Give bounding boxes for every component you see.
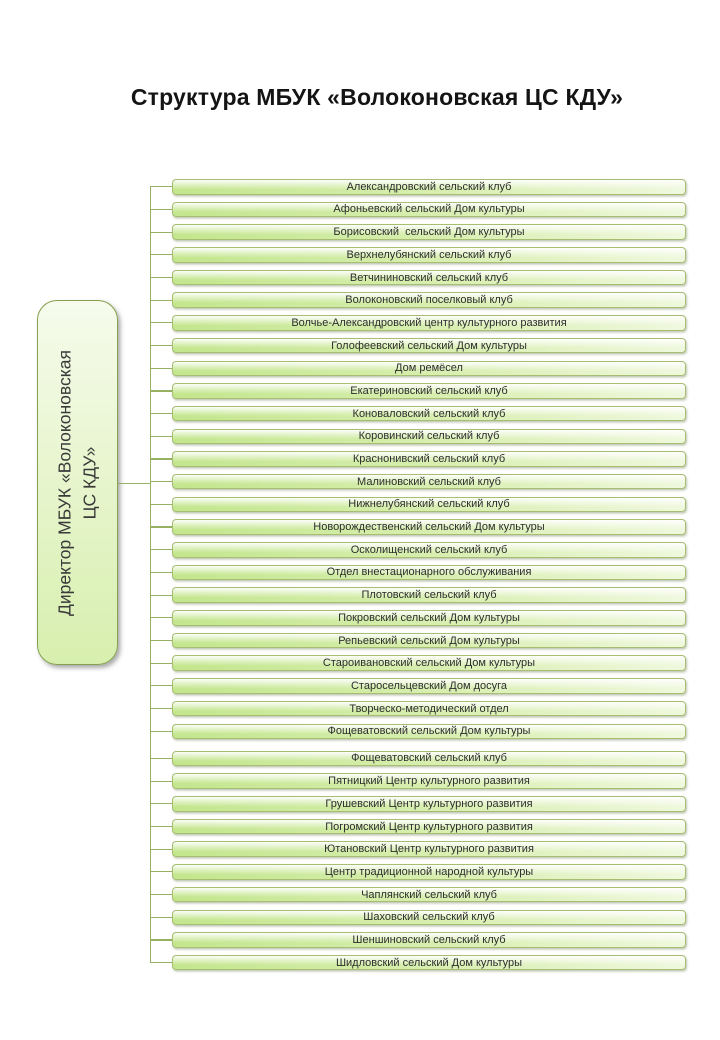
org-unit-box: Чаплянский сельский клуб (172, 887, 686, 903)
connector-stub-line (150, 345, 172, 346)
org-unit-row (150, 383, 686, 399)
org-unit-box: Ветчининовский сельский клуб (172, 270, 686, 286)
connector-stub-line (150, 436, 172, 437)
org-unit-row (150, 292, 686, 308)
org-unit-box: Нижнелубянский сельский клуб (172, 497, 686, 513)
org-unit-row (150, 751, 686, 767)
connector-stub-line (150, 186, 172, 187)
org-unit-box: Шаховский сельский клуб (172, 910, 686, 926)
connector-stub-line (150, 322, 172, 323)
director-label-line1: Директор МБУК «Волоконовская (54, 349, 75, 616)
org-unit-row (150, 338, 686, 354)
connector-stub-line (150, 209, 172, 210)
connector-stub-line (150, 849, 172, 850)
connector-stub-line (150, 526, 172, 527)
connector-stub-line (150, 254, 172, 255)
connector-stub-line (150, 758, 172, 759)
org-unit-row (150, 724, 686, 740)
org-unit-row (150, 270, 686, 286)
org-unit-row (150, 565, 686, 581)
org-unit-row (150, 202, 686, 218)
org-unit-box: Малиновский сельский клуб (172, 474, 686, 490)
org-unit-box: Отдел внестационарного обслуживания (172, 565, 686, 581)
connector-stub-line (150, 504, 172, 505)
connector-stub-line (150, 413, 172, 414)
org-unit-row (150, 955, 686, 971)
org-unit-box: Центр традиционной народной культуры (172, 864, 686, 880)
connector-stub-line (150, 617, 172, 618)
connector-stub-line (150, 458, 172, 459)
org-unit-box: Александровский сельский клуб (172, 179, 686, 195)
org-unit-row (150, 179, 686, 195)
connector-stub-line (150, 663, 172, 664)
connector-stub-line (150, 595, 172, 596)
connector-stub-line (150, 300, 172, 301)
org-unit-box: Екатериновский сельский клуб (172, 383, 686, 399)
org-unit-box: Голофеевский сельский Дом культуры (172, 338, 686, 354)
org-unit-box: Фощеватовский сельский Дом культуры (172, 724, 686, 740)
connector-stub-line (150, 826, 172, 827)
org-unit-box: Шеншиновский сельский клуб (172, 932, 686, 948)
org-unit-row (150, 773, 686, 789)
org-unit-box: Осколищенский сельский клуб (172, 542, 686, 558)
connector-stub-line (150, 917, 172, 918)
org-unit-row (150, 587, 686, 603)
connector-stub-line (150, 368, 172, 369)
org-unit-box: Покровский сельский Дом культуры (172, 610, 686, 626)
org-unit-row (150, 406, 686, 422)
connector-stub-line (150, 685, 172, 686)
org-unit-box: Пятницкий Центр культурного развития (172, 773, 686, 789)
org-unit-box: Верхнелубянский сельский клуб (172, 247, 686, 263)
org-unit-box: Староивановский сельский Дом культуры (172, 655, 686, 671)
org-unit-row (150, 864, 686, 880)
org-unit-row (150, 474, 686, 490)
director-label (52, 300, 103, 665)
connector-director-line (118, 483, 150, 484)
org-unit-row (150, 678, 686, 694)
org-unit-box: Афоньевский сельский Дом культуры (172, 202, 686, 218)
org-unit-row (150, 247, 686, 263)
org-unit-box: Шидловский сельский Дом культуры (172, 955, 686, 971)
connector-stub-line (150, 939, 172, 940)
org-unit-row (150, 655, 686, 671)
director-label-line2: ЦС КДУ» (79, 446, 100, 519)
connector-stub-line (150, 894, 172, 895)
org-unit-box: Творческо-методический отдел (172, 701, 686, 717)
org-unit-row (150, 224, 686, 240)
org-unit-box: Дом ремёсел (172, 361, 686, 377)
org-unit-row (150, 841, 686, 857)
org-unit-box: Новорождественский сельский Дом культуры (172, 519, 686, 535)
org-unit-row (150, 633, 686, 649)
org-unit-row (150, 519, 686, 535)
connector-stub-line (150, 871, 172, 872)
org-unit-box: Борисовский сельский Дом культуры (172, 224, 686, 240)
org-unit-box: Коровинский сельский клуб (172, 429, 686, 445)
org-unit-row (150, 315, 686, 331)
director-box (37, 300, 118, 665)
connector-stub-line (150, 781, 172, 782)
org-unit-row (150, 429, 686, 445)
org-unit-row (150, 932, 686, 948)
org-unit-box: Волчье-Александровский центр культурного развития (172, 315, 686, 331)
connector-stub-line (150, 232, 172, 233)
org-unit-box: Фощеватовский сельский клуб (172, 751, 686, 767)
org-unit-row (150, 701, 686, 717)
org-unit-box: Коноваловский сельский клуб (172, 406, 686, 422)
org-unit-box: Ютановский Центр культурного развития (172, 841, 686, 857)
connector-stub-line (150, 708, 172, 709)
org-unit-box: Репьевский сельский Дом культуры (172, 633, 686, 649)
connector-stub-line (150, 640, 172, 641)
org-unit-row (150, 910, 686, 926)
org-unit-row (150, 542, 686, 558)
org-unit-row (150, 451, 686, 467)
connector-stub-line (150, 731, 172, 732)
org-unit-box: Плотовский сельский клуб (172, 587, 686, 603)
org-unit-row (150, 887, 686, 903)
org-unit-box: Старосельцевский Дом досуга (172, 678, 686, 694)
org-unit-box: Волоконовский поселковый клуб (172, 292, 686, 308)
org-units-list (150, 179, 686, 978)
org-unit-row (150, 361, 686, 377)
org-unit-row (150, 819, 686, 835)
connector-stub-line (150, 277, 172, 278)
connector-stub-line (150, 549, 172, 550)
org-unit-box: Грушевский Центр культурного развития (172, 796, 686, 812)
org-unit-row (150, 497, 686, 513)
org-unit-box: Погромский Центр культурного развития (172, 819, 686, 835)
connector-stub-line (150, 962, 172, 963)
connector-stub-line (150, 803, 172, 804)
connector-stub-line (150, 390, 172, 391)
page-title: Структура МБУК «Волоконовская ЦС КДУ» (130, 84, 624, 110)
connector-stub-line (150, 572, 172, 573)
org-unit-box: Краснонивский сельский клуб (172, 451, 686, 467)
org-unit-row (150, 610, 686, 626)
connector-stub-line (150, 481, 172, 482)
org-unit-row (150, 796, 686, 812)
